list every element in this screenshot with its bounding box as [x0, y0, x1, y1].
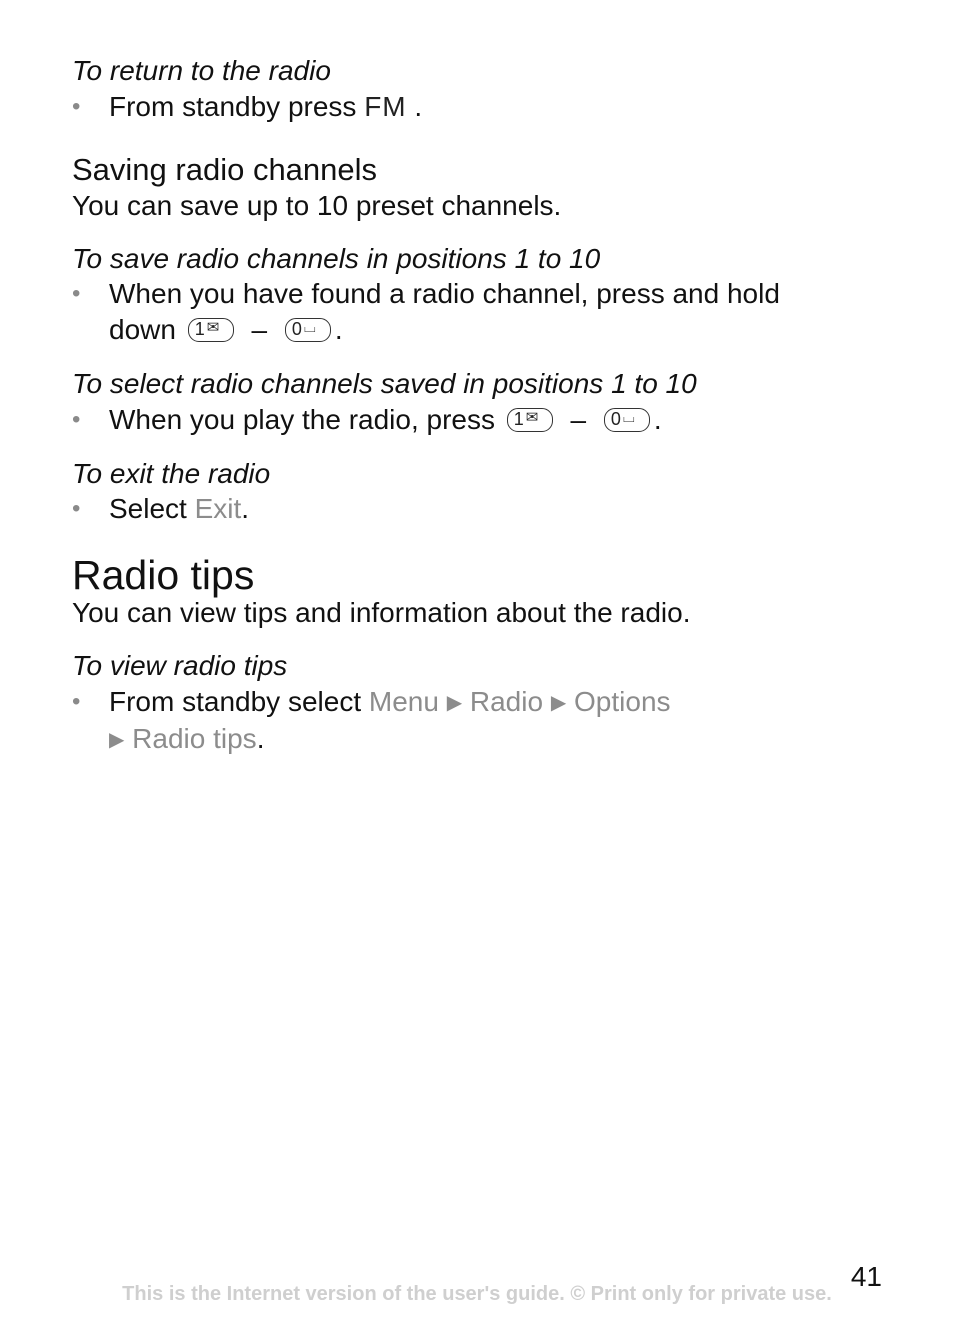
bullet-end: .: [653, 404, 662, 435]
bullet-end: .: [241, 493, 250, 524]
space-icon: ⌴: [622, 409, 635, 426]
key-1-icon: 1 ✉: [507, 408, 553, 432]
task-heading-save: To save radio channels in positions 1 to 10: [72, 243, 601, 274]
bullet-text: When you have found a radio channel, press and hold: [109, 278, 780, 309]
arrow-right-icon: ▶: [446, 692, 463, 714]
key-1-icon: 1 ✉: [188, 318, 234, 342]
bullet-dot: •: [72, 280, 81, 307]
task-heading-select: To select radio channels saved in positions 1 to 10: [72, 368, 697, 399]
range-dash: –: [251, 314, 268, 345]
section-intro-radio-tips: You can view tips and information about the radio.: [72, 597, 691, 628]
bullet-dot: •: [72, 93, 81, 120]
arrow-right-icon: ▶: [109, 729, 125, 751]
bullet-dot: •: [72, 495, 81, 522]
menu-path-radio: Radio: [469, 686, 544, 717]
menu-path-options: Options: [574, 686, 671, 717]
key-0-icon: 0 ⌴: [604, 408, 650, 432]
bullet-dot: •: [72, 406, 81, 433]
page-number: 41: [850, 1261, 882, 1292]
envelope-icon: ✉: [206, 319, 220, 336]
bullet-text: Select: [109, 493, 187, 524]
bullet-text: When you play the radio, press: [109, 404, 495, 435]
task-heading-exit: To exit the radio: [72, 458, 271, 489]
section-intro-saving: You can save up to 10 preset channels.: [72, 190, 562, 221]
bullet-end: .: [334, 314, 343, 345]
bullet-dot: •: [72, 688, 81, 715]
task-heading-view-tips: To view radio tips: [72, 650, 288, 681]
menu-path-radio-tips: Radio tips: [132, 723, 257, 754]
bullet-end: .: [256, 723, 265, 754]
bullet-text-line2: down: [109, 314, 176, 345]
range-dash: –: [570, 404, 587, 435]
envelope-icon: ✉: [525, 409, 539, 426]
footer-notice: This is the Internet version of the user's guide. © Print only for private use.: [122, 1283, 832, 1305]
menu-item-exit: Exit: [194, 493, 242, 524]
menu-path-menu: Menu: [368, 686, 439, 717]
space-icon: ⌴: [303, 319, 316, 336]
section-title-radio-tips: Radio tips: [72, 552, 255, 598]
arrow-right-icon: ▶: [550, 692, 567, 714]
fm-key-label: FM: [364, 91, 407, 122]
bullet-text: From standby press: [109, 91, 357, 122]
bullet-text: From standby select: [109, 686, 362, 717]
task-heading-return: To return to the radio: [72, 55, 331, 86]
key-0-icon: 0 ⌴: [285, 318, 331, 342]
section-heading-saving: Saving radio channels: [72, 152, 378, 187]
bullet-end: .: [414, 91, 423, 122]
